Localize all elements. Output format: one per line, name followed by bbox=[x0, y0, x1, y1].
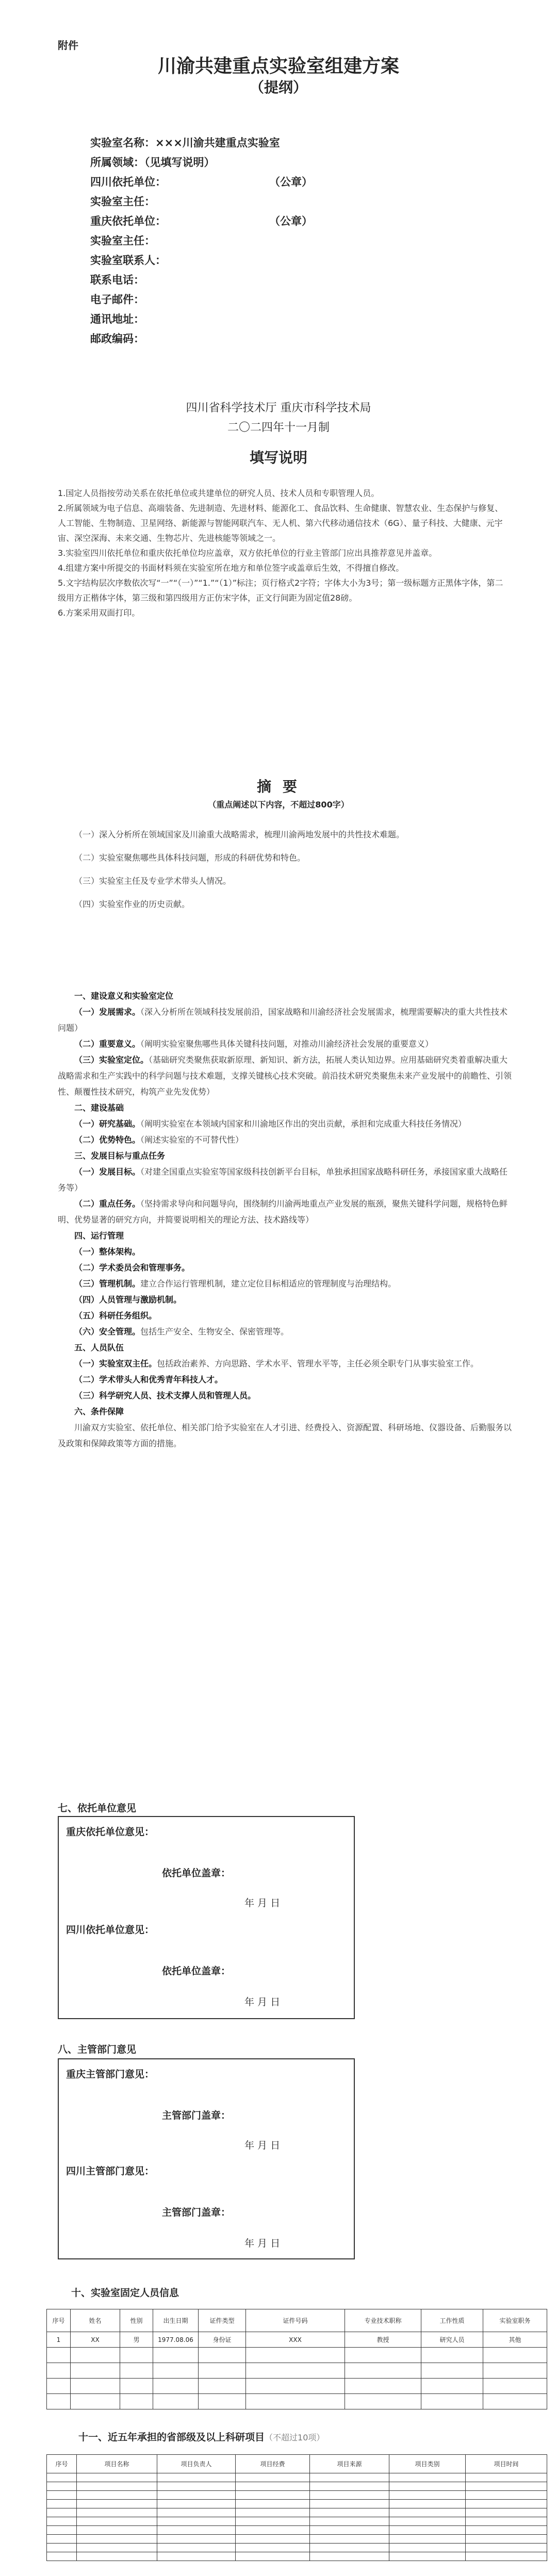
outline-lead: （二）优势特色。 bbox=[74, 1135, 141, 1145]
table-cell bbox=[120, 2394, 153, 2409]
outline-lead: （一）发展目标。 bbox=[74, 1167, 141, 1177]
projects-table bbox=[46, 2454, 547, 2561]
table-cell bbox=[345, 2348, 421, 2363]
table-row bbox=[47, 2491, 547, 2500]
document-title: 川渝共建重点实验室组建方案 bbox=[157, 56, 399, 77]
sc-dept-label: 四川主管部门意见： bbox=[66, 2166, 155, 2177]
outline-paragraph bbox=[58, 1276, 512, 1292]
table-cell bbox=[47, 2500, 77, 2508]
summary-points bbox=[58, 827, 512, 912]
table-cell bbox=[120, 2348, 153, 2363]
table-row bbox=[47, 2508, 547, 2517]
table-cell bbox=[483, 2394, 547, 2409]
cover-field-label: 实验室主任： bbox=[90, 195, 155, 208]
table-cell bbox=[157, 2500, 236, 2508]
outline-paragraph bbox=[58, 1356, 512, 1372]
table-cell bbox=[47, 2552, 77, 2561]
table-cell bbox=[77, 2544, 157, 2552]
cover-field bbox=[90, 211, 313, 231]
instruction-item: 3.实验室四川依托单位和重庆依托单位均应盖章，双方依托单位的行业主管部门应出具推荐意见并盖章。 bbox=[58, 548, 437, 558]
table-cell bbox=[157, 2535, 236, 2544]
cover-field bbox=[90, 270, 280, 290]
table-cell bbox=[466, 2517, 547, 2526]
table-row bbox=[47, 2535, 547, 2544]
table-cell bbox=[483, 2379, 547, 2394]
table-cell: 1977.08.06 bbox=[153, 2332, 199, 2348]
instruction-item: 2.所属领域为电子信息、高端装备、先进制造、先进材料、能源化工、食品饮料、生命健康、智慧农业、生态保护与修复、人工智能、生物制造、卫星网络、新能源与智能网联汽车、无人机、第六代移动通信技术（6G）、量子科技、大健康、元宇宙、深空深海、未来交通、生物芯片、先进核能等领域之一。 bbox=[58, 503, 503, 543]
table-cell bbox=[421, 2379, 483, 2394]
table-cell bbox=[157, 2482, 236, 2491]
table-cell bbox=[47, 2473, 77, 2482]
table-row bbox=[47, 2482, 547, 2491]
table-cell bbox=[236, 2473, 310, 2482]
cover-field bbox=[90, 290, 280, 309]
outline-lead: （三）管理机制。 bbox=[74, 1279, 141, 1289]
table-cell bbox=[310, 2544, 389, 2552]
table-cell bbox=[236, 2482, 310, 2491]
summary-point: （四）实验室作业的历史贡献。 bbox=[74, 899, 190, 909]
cover-field bbox=[90, 251, 280, 270]
seal-label: 主管部门盖章： bbox=[162, 2207, 231, 2218]
projects-table-heading bbox=[78, 2430, 324, 2443]
table-cell bbox=[389, 2544, 466, 2552]
table-cell bbox=[77, 2473, 157, 2482]
table-cell bbox=[389, 2552, 466, 2561]
outline-text: （阐明实验室在本领域内国家和川渝地区作出的突出贡献，承担和完成重大科技任务情况） bbox=[140, 1119, 467, 1129]
table-cell bbox=[47, 2363, 71, 2379]
table-cell bbox=[236, 2544, 310, 2552]
table-row bbox=[47, 2500, 547, 2508]
table-cell: 身份证 bbox=[199, 2332, 246, 2348]
table-cell bbox=[47, 2535, 77, 2544]
table-cell bbox=[236, 2517, 310, 2526]
table-cell bbox=[483, 2348, 547, 2363]
outline-paragraph bbox=[58, 1116, 512, 1132]
table-cell bbox=[47, 2508, 77, 2517]
date-line: 年 月 日 bbox=[244, 1996, 281, 2008]
table-cell bbox=[47, 2491, 77, 2500]
table-cell bbox=[157, 2508, 236, 2517]
date-line: 年 月 日 bbox=[244, 2140, 281, 2151]
outline-text: 建立合作运行管理机制，建立定位目标相适应的管理制度与治理结构。 bbox=[140, 1279, 397, 1289]
table-cell bbox=[389, 2500, 466, 2508]
outline-heading: 一、建设意义和实验室定位 bbox=[74, 991, 174, 1001]
cover-field bbox=[90, 133, 280, 153]
table-row bbox=[47, 2544, 547, 2552]
table-cell bbox=[153, 2379, 199, 2394]
table-cell bbox=[310, 2482, 389, 2491]
table-cell bbox=[77, 2508, 157, 2517]
column-header: 序号 bbox=[47, 2309, 71, 2332]
column-header: 项目类别 bbox=[389, 2455, 466, 2473]
table-cell bbox=[236, 2491, 310, 2500]
outline-text: （阐明实验室聚焦哪些具体关键科技问题，对推动川渝经济社会发展的重要意义） bbox=[140, 1039, 434, 1049]
outline-paragraph bbox=[58, 1164, 512, 1196]
date-line: 年 月 日 bbox=[244, 2238, 281, 2249]
instruction-item: 5.文字结构层次序数依次写“一”“（一）”“1.”“（1）”标注；页行格式2字符；字体大小为3号；第一级标题方正黑体字体，第二级用方正楷体字体，第三级和第四级用方正仿宋字体，正文行间距为固定值28磅。 bbox=[58, 578, 503, 603]
outline-heading: 四、运行管理 bbox=[74, 1231, 124, 1241]
table-cell bbox=[310, 2535, 389, 2544]
cover-field-label: 通讯地址： bbox=[90, 313, 144, 325]
outline-text: 川渝双方实验室、依托单位、相关部门给予实验室在人才引进、经费投入、资源配置、科研场地、仪器设备、后勤服务以及政策和保障政策等方面的措施。 bbox=[58, 1423, 512, 1448]
table-cell bbox=[466, 2526, 547, 2535]
column-header: 专业技术职称 bbox=[345, 2309, 421, 2332]
outline-paragraph bbox=[58, 1308, 512, 1324]
outline-lead: （三）实验室定位。 bbox=[74, 1055, 149, 1065]
table-cell bbox=[47, 2526, 77, 2535]
summary-point: （一）深入分析所在领域国家及川渝重大战略需求，梳理川渝两地发展中的共性技术难题。 bbox=[74, 830, 405, 839]
cover-field-label: 所属领域：（见填写说明） bbox=[90, 156, 215, 169]
outline-paragraph bbox=[58, 1132, 512, 1148]
seal-mark: （公章） bbox=[269, 176, 313, 188]
cover-field bbox=[90, 329, 280, 349]
table-cell bbox=[466, 2544, 547, 2552]
table-cell bbox=[310, 2517, 389, 2526]
summary-title: 摘 要 bbox=[257, 778, 300, 795]
attachment-label: 附件 bbox=[58, 39, 78, 52]
table-cell: 1 bbox=[47, 2332, 71, 2348]
outline-text: 包括生产安全、生物安全、保密管理等。 bbox=[140, 1327, 289, 1336]
table-row bbox=[47, 2379, 547, 2394]
table-cell: 研究人员 bbox=[421, 2332, 483, 2348]
sc-support-label: 四川依托单位意见： bbox=[66, 1924, 155, 1936]
table-cell bbox=[310, 2473, 389, 2482]
cover-fields bbox=[90, 133, 313, 349]
outline-paragraph bbox=[58, 1196, 512, 1228]
outline-lead: （一）整体架构。 bbox=[74, 1247, 141, 1257]
table-cell bbox=[310, 2526, 389, 2535]
table-cell bbox=[199, 2379, 246, 2394]
table-cell bbox=[236, 2500, 310, 2508]
cover-field-label: 四川依托单位： bbox=[90, 176, 166, 188]
document-subtitle: （提纲） bbox=[249, 79, 307, 96]
personnel-table-heading: 十、实验室固定人员信息 bbox=[71, 2287, 179, 2299]
cover-field-label: 实验室联系人： bbox=[90, 254, 166, 267]
outline-paragraph bbox=[58, 1004, 512, 1036]
table-cell bbox=[246, 2379, 345, 2394]
table-cell bbox=[47, 2394, 71, 2409]
table-row bbox=[47, 2473, 547, 2482]
outline-lead: （二）学术委员会和管理事务。 bbox=[74, 1263, 190, 1273]
cover-field-label: 实验室主任： bbox=[90, 235, 155, 247]
summary-note: （重点阐述以下内容，不超过800字） bbox=[208, 800, 349, 810]
seal-mark: （公章） bbox=[269, 215, 313, 227]
dept-section-heading: 八、主管部门意见 bbox=[58, 2044, 137, 2055]
table-cell bbox=[421, 2394, 483, 2409]
table-cell bbox=[157, 2544, 236, 2552]
cover-field bbox=[90, 172, 313, 192]
summary-point: （三）实验室主任及专业学术带头人情况。 bbox=[74, 876, 232, 886]
column-header: 出生日期 bbox=[153, 2309, 199, 2332]
outline-text: （深入分析所在领域科技发展前沿，国家战略和川渝经济社会发展需求，梳理需要解决的重大共性技术问题） bbox=[58, 1007, 508, 1033]
outline-text: （阐述实验室的不可替代性） bbox=[140, 1135, 244, 1145]
table-cell bbox=[345, 2379, 421, 2394]
table-cell bbox=[236, 2552, 310, 2561]
outline-paragraph bbox=[58, 1419, 512, 1451]
table-cell bbox=[71, 2394, 120, 2409]
table-cell bbox=[345, 2363, 421, 2379]
table-cell bbox=[120, 2363, 153, 2379]
summary-point: （二）实验室聚焦哪些具体科技问题，形成的科研优势和特色。 bbox=[74, 853, 306, 863]
table-cell bbox=[310, 2552, 389, 2561]
column-header: 项目经费 bbox=[236, 2455, 310, 2473]
table-cell: 男 bbox=[120, 2332, 153, 2348]
seal-label: 依托单位盖章： bbox=[162, 1868, 231, 1879]
table-cell bbox=[389, 2517, 466, 2526]
outline-lead: （一）实验室双主任。 bbox=[74, 1359, 157, 1368]
table-cell bbox=[157, 2491, 236, 2500]
table-cell bbox=[466, 2482, 547, 2491]
table-cell: XX bbox=[71, 2332, 120, 2348]
outline-lead: （二）学术带头人和优秀青年科技人才。 bbox=[74, 1375, 223, 1384]
table-row bbox=[47, 2363, 547, 2379]
outline-lead: （一）发展需求。 bbox=[74, 1007, 141, 1017]
support-opinion-box bbox=[58, 1816, 355, 2019]
table-cell bbox=[153, 2348, 199, 2363]
instruction-item: 1.国定人员指按劳动关系在依托单位或共建单位的研究人员、技术人员和专职管理人员。 bbox=[58, 488, 380, 498]
column-header: 姓名 bbox=[71, 2309, 120, 2332]
table-cell bbox=[236, 2535, 310, 2544]
column-header: 序号 bbox=[47, 2455, 77, 2473]
table-cell bbox=[466, 2508, 547, 2517]
instruction-item: 4.组建方案中所提交的书面材料须在实验室所在地方和单位签字或盖章后生效，不得擅自修改。 bbox=[58, 563, 404, 573]
outline-text: （对建全国重点实验室等国家级科技创新平台目标，单独承担国家战略科研任务，承接国家重大战略任务等） bbox=[58, 1167, 508, 1193]
outline-body bbox=[58, 988, 512, 1451]
table-cell bbox=[246, 2363, 345, 2379]
table-cell bbox=[345, 2394, 421, 2409]
outline-lead: （一）研究基础。 bbox=[74, 1119, 141, 1129]
outline-paragraph bbox=[58, 1388, 512, 1403]
table-cell bbox=[157, 2473, 236, 2482]
table-cell bbox=[466, 2552, 547, 2561]
cover-field-label: 实验室名称：×××川渝共建重点实验室 bbox=[90, 137, 280, 149]
table-cell bbox=[77, 2552, 157, 2561]
outline-lead: （六）安全管理。 bbox=[74, 1327, 141, 1336]
cq-dept-label: 重庆主管部门意见： bbox=[66, 2069, 155, 2080]
table-row bbox=[47, 2552, 547, 2561]
table-cell bbox=[466, 2535, 547, 2544]
outline-lead: （五）科研任务组织。 bbox=[74, 1311, 157, 1320]
outline-heading: 五、人员队伍 bbox=[74, 1343, 124, 1352]
cover-field bbox=[90, 309, 280, 329]
table-cell bbox=[236, 2526, 310, 2535]
table-cell bbox=[421, 2363, 483, 2379]
column-header: 项目时间 bbox=[466, 2455, 547, 2473]
column-header: 性别 bbox=[120, 2309, 153, 2332]
instructions-title: 填写说明 bbox=[249, 449, 307, 466]
table-cell bbox=[77, 2491, 157, 2500]
table-cell bbox=[246, 2348, 345, 2363]
table-cell bbox=[421, 2348, 483, 2363]
table-cell bbox=[77, 2482, 157, 2491]
table-cell bbox=[157, 2526, 236, 2535]
support-section-heading: 七、依托单位意见 bbox=[58, 1803, 137, 1814]
instructions-list bbox=[58, 486, 506, 620]
cover-field-label: 电子邮件： bbox=[90, 293, 144, 306]
table-cell bbox=[71, 2379, 120, 2394]
table-cell bbox=[71, 2363, 120, 2379]
table-cell bbox=[310, 2508, 389, 2517]
table-cell bbox=[47, 2482, 77, 2491]
cq-support-label: 重庆依托单位意见： bbox=[66, 1826, 155, 1838]
table-row bbox=[47, 2526, 547, 2535]
dept-opinion-box bbox=[58, 2058, 355, 2259]
table-cell: 其他 bbox=[483, 2332, 547, 2348]
table-cell bbox=[47, 2544, 77, 2552]
outline-paragraph bbox=[58, 1324, 512, 1340]
table-cell bbox=[466, 2473, 547, 2482]
table-cell bbox=[47, 2517, 77, 2526]
table-cell bbox=[310, 2491, 389, 2500]
table-cell bbox=[153, 2363, 199, 2379]
table-cell bbox=[77, 2517, 157, 2526]
table-cell bbox=[236, 2508, 310, 2517]
column-header: 证件号码 bbox=[246, 2309, 345, 2332]
outline-paragraph bbox=[58, 1292, 512, 1308]
outline-text: （坚持需求导向和问题导向，围绕制约川渝两地重点产业发展的瓶颈，聚焦关键科学问题，规格特色鲜明、优势显著的研究方向，并简要说明相关的理论方法、技术路线等） bbox=[58, 1199, 508, 1225]
outline-text: （基础研究类聚焦获取新原理、新知识、新方法，拓展人类认知边界。应用基础研究类着重解决重大战略需求和生产实践中的科学问题与技术难题，支撑关键核心技术突破。前沿技术研究类聚焦未来产业发展中的前瞻性、引领性、颠覆性技术研究，构筑产业先发优势） bbox=[58, 1055, 512, 1097]
table-row bbox=[47, 2394, 547, 2409]
table-row bbox=[47, 2348, 547, 2363]
column-header: 项目负责人 bbox=[157, 2455, 236, 2473]
table-cell bbox=[47, 2348, 71, 2363]
table-cell: 教授 bbox=[345, 2332, 421, 2348]
column-header: 项目来源 bbox=[310, 2455, 389, 2473]
outline-paragraph bbox=[58, 1244, 512, 1260]
table-cell bbox=[246, 2394, 345, 2409]
table-cell bbox=[199, 2348, 246, 2363]
seal-label: 主管部门盖章： bbox=[162, 2110, 231, 2121]
instruction-item: 6.方案采用双面打印。 bbox=[58, 608, 140, 618]
table-cell bbox=[310, 2500, 389, 2508]
table-cell bbox=[77, 2535, 157, 2544]
column-header: 证件类型 bbox=[199, 2309, 246, 2332]
cover-field bbox=[90, 153, 280, 172]
cover-field-label: 邮政编码： bbox=[90, 333, 144, 345]
table-cell bbox=[466, 2500, 547, 2508]
seal-label: 依托单位盖章： bbox=[162, 1966, 231, 1977]
outline-paragraph bbox=[58, 1260, 512, 1276]
column-header: 项目名称 bbox=[77, 2455, 157, 2473]
issuer-agencies: 四川省科学技术厅 重庆市科学技术局 bbox=[186, 402, 371, 415]
outline-heading: 二、建设基础 bbox=[74, 1103, 124, 1113]
table-cell bbox=[483, 2363, 547, 2379]
table-cell bbox=[153, 2394, 199, 2409]
cover-field-label: 重庆依托单位： bbox=[90, 215, 166, 227]
table-cell bbox=[47, 2379, 71, 2394]
outline-heading: 六、条件保障 bbox=[74, 1407, 124, 1416]
table-cell: XXX bbox=[246, 2332, 345, 2348]
table-cell bbox=[71, 2348, 120, 2363]
outline-text: 包括政治素养、方向思路、学术水平、管理水平等，主任必须全职专门从事实验室工作。 bbox=[157, 1359, 479, 1368]
cover-field-label: 联系电话： bbox=[90, 274, 144, 286]
outline-lead: （四）人员管理与激励机制。 bbox=[74, 1295, 182, 1304]
table-cell bbox=[77, 2526, 157, 2535]
table-cell bbox=[389, 2508, 466, 2517]
table-row bbox=[47, 2332, 547, 2348]
column-header: 实验室职务 bbox=[483, 2309, 547, 2332]
cover-field bbox=[90, 231, 280, 251]
column-header: 工作性质 bbox=[421, 2309, 483, 2332]
outline-lead: （三）科学研究人员、技术支撑人员和管理人员。 bbox=[74, 1391, 256, 1400]
table-row bbox=[47, 2517, 547, 2526]
cover-field bbox=[90, 192, 280, 211]
table-cell bbox=[157, 2517, 236, 2526]
table-cell bbox=[77, 2500, 157, 2508]
table-cell bbox=[466, 2491, 547, 2500]
date-line: 年 月 日 bbox=[244, 1897, 281, 1909]
table-cell bbox=[389, 2491, 466, 2500]
table-cell bbox=[199, 2394, 246, 2409]
table-cell bbox=[157, 2552, 236, 2561]
outline-paragraph bbox=[58, 1052, 512, 1100]
projects-heading-note: （不超过10项） bbox=[265, 2433, 325, 2442]
table-cell bbox=[389, 2482, 466, 2491]
table-cell bbox=[389, 2473, 466, 2482]
personnel-table bbox=[46, 2309, 547, 2409]
table-cell bbox=[389, 2535, 466, 2544]
outline-lead: （二）重要意义。 bbox=[74, 1039, 141, 1049]
table-cell bbox=[199, 2363, 246, 2379]
outline-lead: （二）重点任务。 bbox=[74, 1199, 141, 1209]
issuer-date: 二〇二四年十一月制 bbox=[227, 421, 330, 434]
table-cell bbox=[389, 2526, 466, 2535]
outline-paragraph bbox=[58, 1372, 512, 1388]
outline-heading: 三、发展目标与重点任务 bbox=[74, 1151, 166, 1161]
table-cell bbox=[120, 2379, 153, 2394]
projects-heading-text: 十一、近五年承担的省部级及以上科研项目 bbox=[78, 2432, 265, 2443]
outline-paragraph bbox=[58, 1036, 512, 1052]
